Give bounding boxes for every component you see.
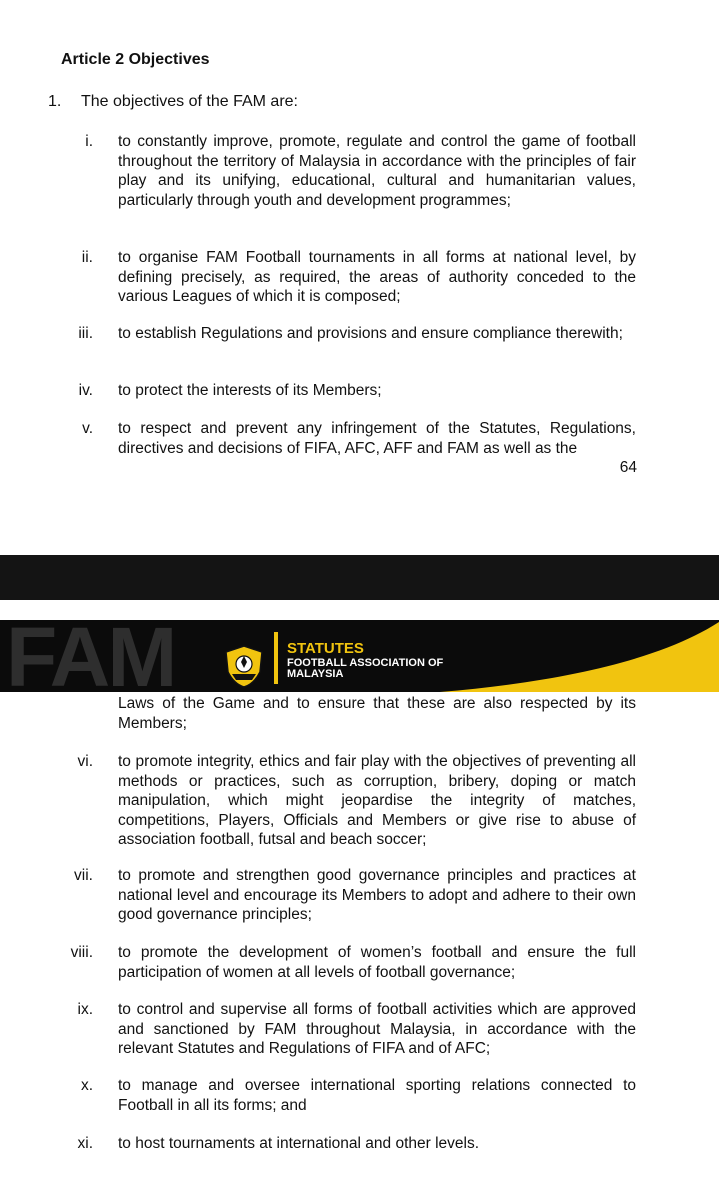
- clause-text: The objectives of the FAM are:: [81, 93, 298, 110]
- item-numeral: ii.: [81, 249, 93, 266]
- fam-watermark: FAM: [6, 620, 175, 692]
- item-text: to promote the development of women’s football and ensure the full participation of women at all levels of football governance;: [118, 944, 636, 981]
- article-heading: Article 2 Objectives: [61, 51, 210, 68]
- item-numeral: i.: [85, 133, 93, 150]
- item-numeral: vii.: [74, 867, 93, 884]
- item-text: to control and supervise all forms of football activities which are approved and sanctioned by FAM throughout Malaysia, in accordance with the relevant Statutes and Regulations of FIFA and of AFC;: [118, 1001, 636, 1057]
- item-text: to respect and prevent any infringement of the Statutes, Regulations, directives and decisions of FIFA, AFC, AFF and FAM as well as the: [118, 420, 636, 457]
- item-text: to protect the interests of its Members;: [118, 382, 382, 399]
- item-text: to manage and oversee international sporting relations connected to Football in all its forms; and: [118, 1077, 636, 1114]
- item-numeral: vi.: [77, 753, 93, 770]
- banner-subtitle-line2: MALAYSIA: [287, 668, 344, 680]
- item-numeral: viii.: [70, 944, 93, 961]
- statutes-header-banner: [0, 620, 719, 692]
- page-number: 64: [619, 459, 637, 476]
- page-separator: [0, 555, 719, 600]
- item-numeral: ix.: [77, 1001, 93, 1018]
- item-text: to host tournaments at international and other levels.: [118, 1135, 480, 1152]
- item-text: to promote integrity, ethics and fair play with the objectives of preventing all methods or practices, such as corruption, bribery, doping or match manipulation, which might jeopardise the integrity of matches, competitions, Players, Officials and Members or give rise to abuse of association football, futsal and beach soccer;: [118, 753, 636, 848]
- item-text: to organise FAM Football tournaments in all forms at national level, by defining precisely, as required, the areas of authority conceded to the various Leagues of which it is composed;: [118, 249, 636, 305]
- clause-number: 1.: [48, 93, 62, 110]
- document-page-top: [0, 0, 719, 555]
- item-numeral: v.: [82, 420, 93, 437]
- banner-subtitle: [287, 658, 467, 680]
- banner-title: STATUTES: [287, 640, 364, 657]
- item-text: to constantly improve, promote, regulate and control the game of football throughout the territory of Malaysia in accordance with the principles of fair play and its unifying, educational, cultural and humanitarian values, particularly through youth and development programmes;: [118, 133, 636, 209]
- fam-crest-logo: [222, 644, 266, 688]
- item-numeral: iii.: [78, 325, 93, 342]
- accent-divider: [274, 632, 278, 684]
- item-numeral: x.: [80, 1077, 93, 1094]
- item-text: to promote and strengthen good governance principles and practices at national level and encourage its Members to adopt and adhere to their own good governance principles;: [118, 867, 636, 923]
- banner-subtitle-line1: FOOTBALL ASSOCIATION OF: [287, 657, 444, 669]
- item-numeral: xi.: [77, 1135, 93, 1152]
- item-numeral: iv.: [78, 382, 93, 399]
- continuation-text: Laws of the Game and to ensure that these are also respected by its Members;: [118, 695, 636, 732]
- item-text: to establish Regulations and provisions and ensure compliance therewith;: [118, 325, 623, 342]
